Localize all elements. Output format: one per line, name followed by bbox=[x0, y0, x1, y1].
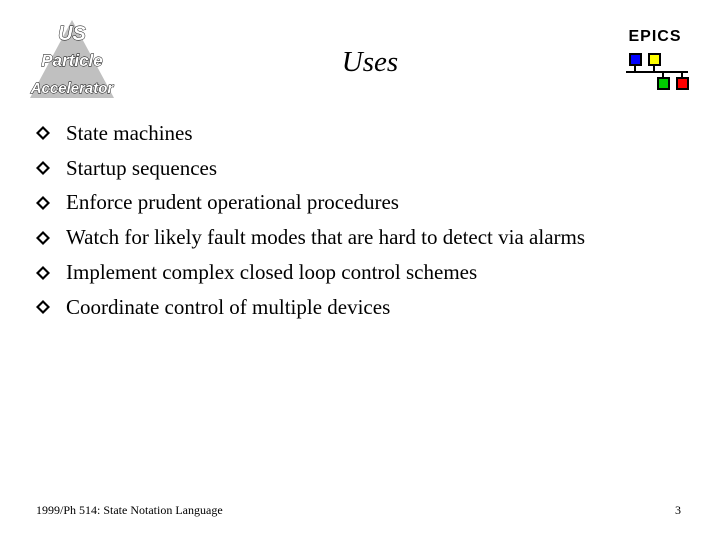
bullet-text: Enforce prudent operational procedures bbox=[66, 190, 399, 215]
epics-network-icon bbox=[620, 50, 700, 96]
epics-node-yellow bbox=[649, 54, 660, 65]
diamond-bullet-icon bbox=[36, 125, 66, 141]
diamond-bullet-icon bbox=[36, 230, 66, 246]
page-number: 3 bbox=[675, 503, 681, 517]
epics-node-red bbox=[677, 78, 688, 89]
bullet-text: Startup sequences bbox=[66, 155, 218, 180]
epics-brand bbox=[620, 26, 700, 96]
bullet-item bbox=[36, 116, 585, 151]
slide-title: Uses bbox=[341, 46, 399, 78]
diamond-bullet-icon bbox=[36, 299, 66, 315]
bullet-list bbox=[36, 116, 585, 325]
bullet-text: Implement complex closed loop control schemes bbox=[66, 260, 478, 285]
bullet-item bbox=[36, 290, 585, 325]
us-particle-accelerator-logo bbox=[28, 18, 116, 102]
slide-footer: 1999/Ph 514: State Notation Language bbox=[36, 503, 223, 517]
bullet-text: Watch for likely fault modes that are hard to detect via alarms bbox=[66, 225, 586, 250]
diamond-bullet-icon bbox=[36, 195, 66, 211]
bullet-text: State machines bbox=[66, 120, 193, 145]
diamond-bullet-icon bbox=[36, 160, 66, 176]
epics-node-blue bbox=[630, 54, 641, 65]
bullet-item bbox=[36, 220, 585, 255]
bullet-item bbox=[36, 151, 585, 186]
epics-label: EPICS bbox=[628, 28, 682, 45]
logo-text-line3: Accelerator bbox=[30, 80, 114, 97]
diamond-bullet-icon bbox=[36, 265, 66, 281]
logo-text-line1: US bbox=[58, 23, 86, 45]
bullet-item bbox=[36, 186, 585, 221]
logo-text-line2: Particle bbox=[41, 51, 103, 70]
bullet-item bbox=[36, 255, 585, 290]
bullet-text: Coordinate control of multiple devices bbox=[66, 294, 391, 319]
epics-node-green bbox=[658, 78, 669, 89]
